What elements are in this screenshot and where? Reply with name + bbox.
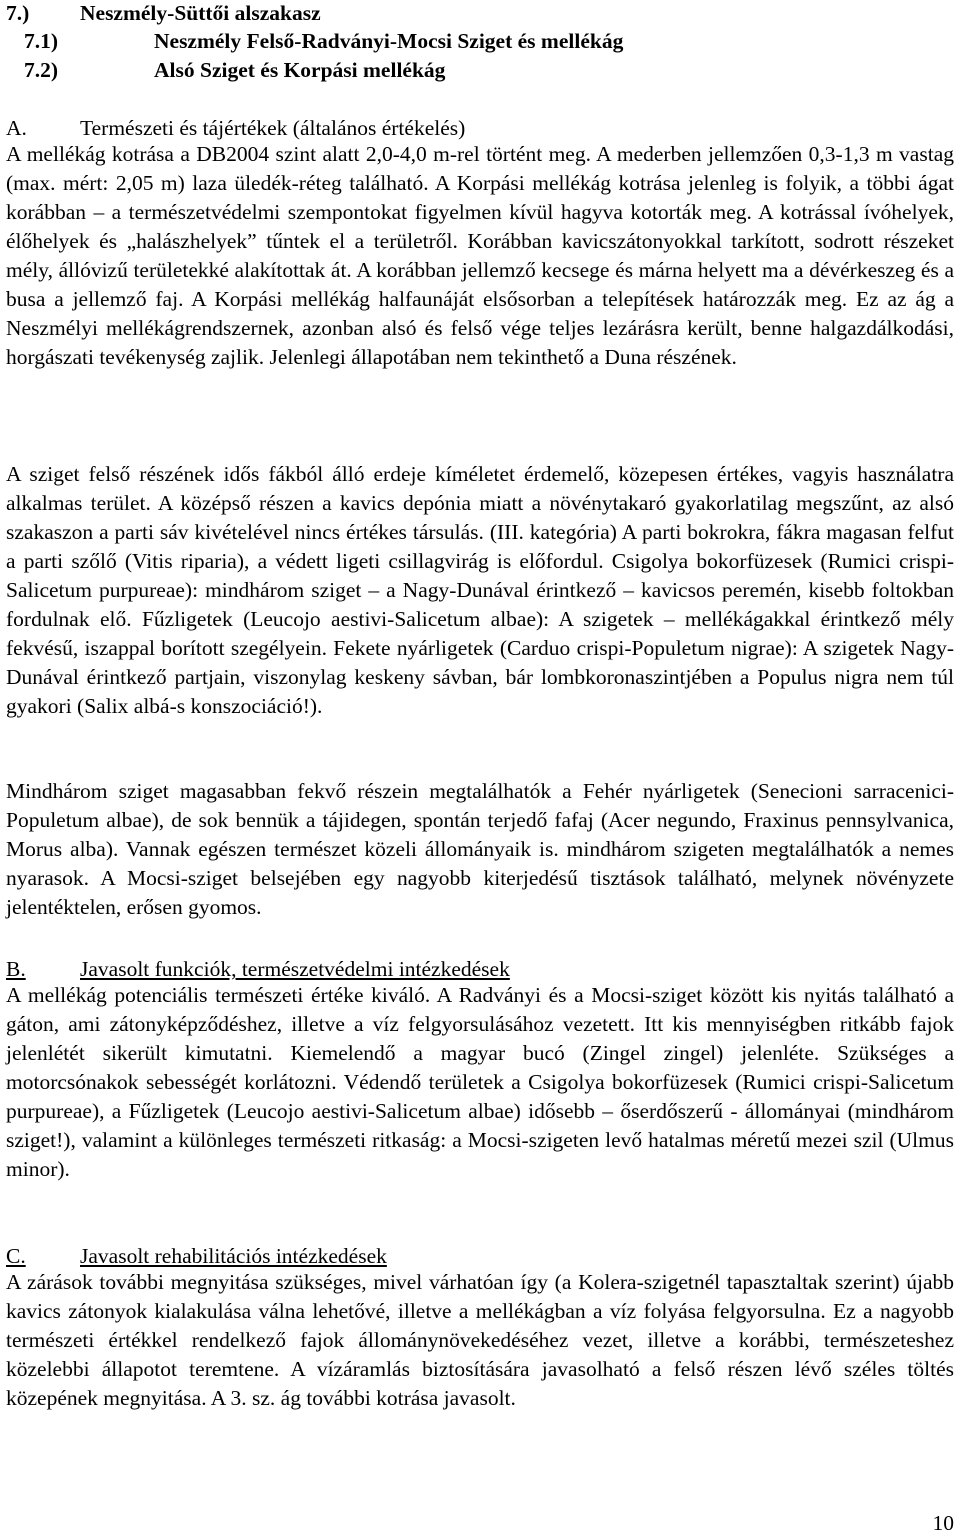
section-a-paragraph-1: A mellékág kotrása a DB2004 szint alatt 2,0-4,0 m-rel történt meg. A mederben jellemzően 0,3-1,3 m vastag (max. mért: 2,05 m) laza üledék-réteg található. A Korpási mellékág kotrása jelenleg is folyik, a többi ágat korábban – a természetvédelmi szempontokat figyelmen kívül hagyva kotorták meg. A kotrással ívóhelyek, élőhelyek és „halászhelyek” tűntek el a területről. Korábban kavicszátonyokkal tarkított, sodrott részeket mély, állóvizű területekké alakítottak át. A korábban jellemző kecsege és márna helyett ma a dévérkeszeg és a busa a jellemző faj. A Korpási mellékág halfaunáját elsősorban a telepítések határozzák meg. Ez az ág a Neszmélyi mellékágrendszernek, azonban alsó és felső vége teljes lezárásra került, benne halgazdálkodási, horgászati tevékenység zajlik. Jelenlegi állapotában nem tekinthető a Duna részének.	[6, 142, 954, 369]
section-a-paragraph-2: A sziget felső részének idős fákból álló erdeje kíméletet érdemelő, közepesen értékes, vagyis használatra alkalmas terület. A középső részen a kavics depónia miatt a növénytakaró gyakorlatilag megszűnt, az alsó szakaszon a parti sáv kivételével nincs értékes társulás. (III. kategória) A parti bokrokra, fákra magasan felfut a parti szőlő (Vitis riparia), a védett ligeti csillagvirág is előfordul. Csigolya bokorfüzesek (Rumici crispi-Salicetum purpureae): mindhárom sziget – a Nagy-Dunával érintkező – kavicsos peremén, kisebb foltokban fordulnak elő. Fűzligetek (Leucojo aestivi-Salicetum albae): A szigetek – mellékágakkal érintkező mély fekvésű, iszappal borított szegélyein. Fekete nyárligetek (Carduo crispi-Populetum nigrae): A szigetek Nagy-Dunával érintkező partjain, viszonylag keskeny sávban, bár lombkoronaszintjében a Populus nigra nem túl gyakori (Salix albá-s konszociáció!).	[6, 462, 954, 718]
section-a-paragraph-3: Mindhárom sziget magasabban fekvő részein megtalálhatók a Fehér nyárligetek (Senecioni sarracenici-Populetum albae), de sok bennük a tájidegen, spontán terjedő fafaj (Acer negundo, Fraxinus pennsylvanica, Morus alba). Vannak egészen természet közeli állományaik is. mindhárom szigeten megtalálhatók a nemes nyarasok. A Mocsi-sziget belsejében egy nagyobb kiterjedésű tisztások található, melynek növényzete jelentéktelen, erősen gyomos.	[6, 779, 954, 919]
heading-7-number: 7.)	[6, 1, 30, 25]
section-a-letter: A.	[6, 116, 27, 140]
heading-7-1	[24, 28, 623, 54]
section-c-paragraph: A zárások további megnyitása szükséges, mivel várhatóan így (a Kolera-szigetnél tapasztaltak szerint) újabb kavics zátonyok kialakulása válna lehetővé, illetve a mellékágban a víz folyása felgyorsulna. Ez a nagyobb természeti értékkel rendelkező fajok állománynövekedéséhez vezet, illetve a korábbi, természeteshez közelebbi állapotot teremtene. A vízáramlás biztosítására javasolható a felső részen lévő széles töltés közepének megnyitása. A 3. sz. ág további kotrása javasolt.	[6, 1270, 954, 1410]
page-number: 10	[932, 1511, 954, 1535]
heading-7-2	[24, 57, 445, 83]
section-b-title: Javasolt funkciók, természetvédelmi intézkedések	[80, 957, 510, 981]
section-a-heading	[6, 115, 465, 141]
heading-7	[6, 0, 321, 26]
heading-7-2-number: 7.2)	[24, 58, 59, 82]
heading-7-1-title: Neszmély Felső-Radványi-Mocsi Sziget és mellékág	[154, 29, 624, 53]
section-b-letter: B.	[6, 957, 26, 981]
section-c-title: Javasolt rehabilitációs intézkedések	[80, 1244, 387, 1268]
section-c-letter: C.	[6, 1244, 26, 1268]
heading-7-1-number: 7.1)	[24, 29, 59, 53]
heading-7-title: Neszmély-Süttői alszakasz	[80, 1, 321, 25]
section-b-heading	[6, 956, 510, 982]
section-c-heading	[6, 1243, 387, 1269]
section-b-paragraph: A mellékág potenciális természeti értéke kiváló. A Radványi és a Mocsi-sziget között kis nyitás található a gáton, ami zátonyképződéshez, illetve a víz felgyorsulásához vezetett. Itt kis mennyiségben ritkább fajok jelenlétét sikerült kimutatni. Kiemelendő a magyar bucó (Zingel zingel) jelenléte. Szükséges a motorcsónakok sebességét korlátozni. Védendő területek a Csigolya bokorfüzesek (Rumici crispi-Salicetum purpureae), a Fűzligetek (Leucojo aestivi-Salicetum albae) idősebb – őserdőszerű - állományai (mindhárom sziget!), valamint a különleges természeti ritkaság: a Mocsi-szigeten levő hatalmas méretű mezei szil (Ulmus minor).	[6, 983, 954, 1181]
section-a-title: Természeti és tájértékek (általános értékelés)	[80, 116, 466, 140]
heading-7-2-title: Alsó Sziget és Korpási mellékág	[154, 58, 446, 82]
